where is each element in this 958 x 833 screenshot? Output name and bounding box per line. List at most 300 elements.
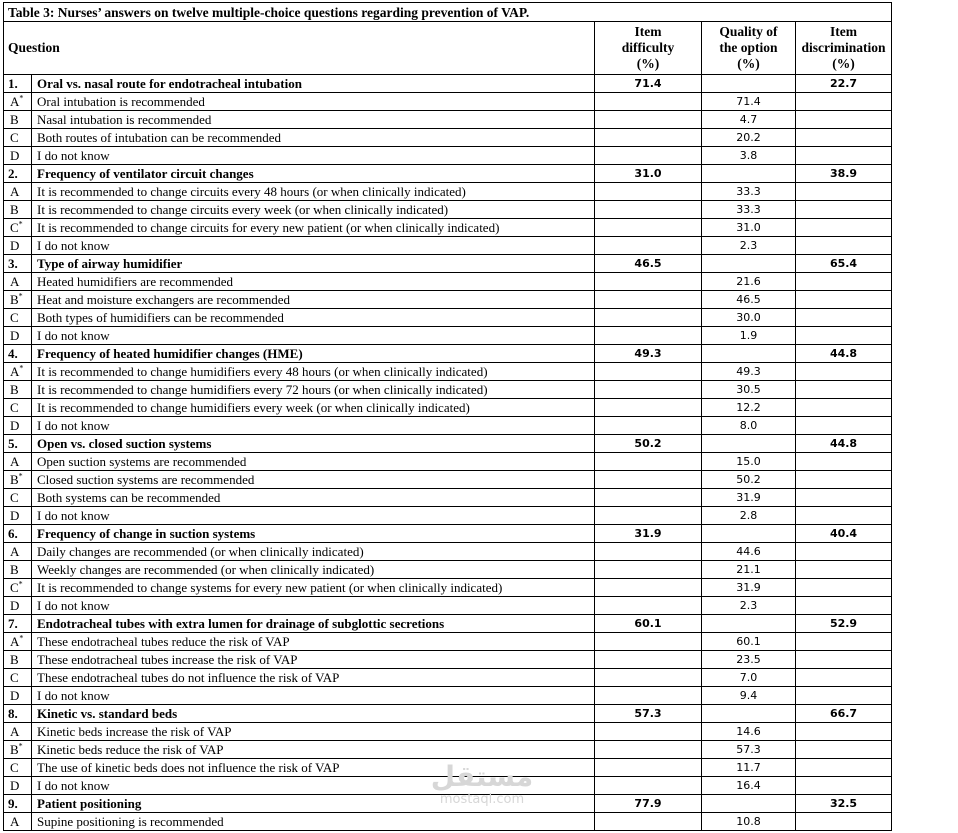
option-label <box>4 111 32 129</box>
question-number: 1. <box>4 75 32 93</box>
quality-cell-empty <box>702 795 796 813</box>
option-text: It is recommended to change humidifiers every week (or when clinically indicated) <box>32 399 595 417</box>
option-letter: C <box>10 760 19 775</box>
option-text: The use of kinetic beds does not influence the risk of VAP <box>32 759 595 777</box>
discrimination-cell-empty <box>796 687 892 705</box>
quality-of-option-value: 10.8 <box>702 813 796 831</box>
option-row <box>4 327 892 345</box>
discrimination-cell-empty <box>796 543 892 561</box>
discrimination-cell-empty <box>796 507 892 525</box>
quality-of-option-value: 4.7 <box>702 111 796 129</box>
option-text: These endotracheal tubes reduce the risk of VAP <box>32 633 595 651</box>
difficulty-cell-empty <box>595 489 702 507</box>
question-text: Oral vs. nasal route for endotracheal intubation <box>32 75 595 93</box>
question-number: 6. <box>4 525 32 543</box>
question-number: 8. <box>4 705 32 723</box>
question-row <box>4 795 892 813</box>
quality-of-option-value: 20.2 <box>702 129 796 147</box>
option-letter: C <box>10 490 19 505</box>
discrimination-cell-empty <box>796 489 892 507</box>
option-text: Supine positioning is recommended <box>32 813 595 831</box>
difficulty-cell-empty <box>595 561 702 579</box>
option-letter: A <box>10 814 20 829</box>
correct-answer-marker: * <box>19 363 24 373</box>
option-row <box>4 309 892 327</box>
option-label <box>4 759 32 777</box>
item-difficulty-value: 77.9 <box>595 795 702 813</box>
discrimination-cell-empty <box>796 741 892 759</box>
option-row <box>4 129 892 147</box>
question-number: 7. <box>4 615 32 633</box>
header-row <box>4 22 892 75</box>
quality-of-option-value: 21.1 <box>702 561 796 579</box>
option-label <box>4 273 32 291</box>
correct-answer-marker: * <box>19 633 24 643</box>
option-letter: B <box>10 742 19 757</box>
question-row <box>4 525 892 543</box>
option-label <box>4 777 32 795</box>
correct-answer-marker: * <box>18 471 23 481</box>
option-label <box>4 561 32 579</box>
option-text: I do not know <box>32 237 595 255</box>
option-text: Heat and moisture exchangers are recommended <box>32 291 595 309</box>
option-text: These endotracheal tubes do not influence the risk of VAP <box>32 669 595 687</box>
option-row <box>4 759 892 777</box>
option-text: I do not know <box>32 687 595 705</box>
discrimination-cell-empty <box>796 237 892 255</box>
quality-cell-empty <box>702 75 796 93</box>
option-letter: A <box>10 544 20 559</box>
option-label <box>4 309 32 327</box>
difficulty-cell-empty <box>595 273 702 291</box>
discrimination-cell-empty <box>796 327 892 345</box>
table-container <box>3 2 891 831</box>
item-discrimination-value: 52.9 <box>796 615 892 633</box>
option-label <box>4 237 32 255</box>
option-letter: A <box>10 364 20 379</box>
option-text: These endotracheal tubes increase the risk of VAP <box>32 651 595 669</box>
discrimination-cell-empty <box>796 759 892 777</box>
option-text: I do not know <box>32 507 595 525</box>
option-letter: A <box>10 724 20 739</box>
option-letter: D <box>10 598 20 613</box>
option-text: Closed suction systems are recommended <box>32 471 595 489</box>
difficulty-cell-empty <box>595 327 702 345</box>
question-text: Frequency of heated humidifier changes (HME) <box>32 345 595 363</box>
option-row <box>4 273 892 291</box>
difficulty-cell-empty <box>595 579 702 597</box>
option-label <box>4 291 32 309</box>
option-label <box>4 201 32 219</box>
difficulty-cell-empty <box>595 651 702 669</box>
option-text: It is recommended to change circuits every 48 hours (or when clinically indicated) <box>32 183 595 201</box>
difficulty-cell-empty <box>595 597 702 615</box>
table-body <box>4 75 892 831</box>
table-title: Table 3: Nurses’ answers on twelve multiple-choice questions regarding prevention of VAP. <box>4 3 892 22</box>
option-letter: D <box>10 508 20 523</box>
difficulty-cell-empty <box>595 777 702 795</box>
difficulty-cell-empty <box>595 237 702 255</box>
discrimination-cell-empty <box>796 93 892 111</box>
difficulty-cell-empty <box>595 111 702 129</box>
item-discrimination-value: 44.8 <box>796 345 892 363</box>
option-label <box>4 147 32 165</box>
difficulty-cell-empty <box>595 147 702 165</box>
question-row <box>4 75 892 93</box>
item-difficulty-value: 31.0 <box>595 165 702 183</box>
option-letter: D <box>10 238 20 253</box>
option-text: I do not know <box>32 147 595 165</box>
option-row <box>4 597 892 615</box>
item-difficulty-value: 49.3 <box>595 345 702 363</box>
option-row <box>4 579 892 597</box>
option-row <box>4 381 892 399</box>
quality-of-option-value: 33.3 <box>702 201 796 219</box>
quality-of-option-value: 2.3 <box>702 237 796 255</box>
option-label <box>4 471 32 489</box>
quality-of-option-value: 15.0 <box>702 453 796 471</box>
option-letter: A <box>10 184 20 199</box>
quality-of-option-value: 16.4 <box>702 777 796 795</box>
difficulty-cell-empty <box>595 363 702 381</box>
option-row <box>4 723 892 741</box>
option-label <box>4 633 32 651</box>
option-letter: D <box>10 688 20 703</box>
correct-answer-marker: * <box>18 291 23 301</box>
correct-answer-marker: * <box>18 579 23 589</box>
discrimination-cell-empty <box>796 723 892 741</box>
difficulty-cell-empty <box>595 471 702 489</box>
item-difficulty-value: 57.3 <box>595 705 702 723</box>
difficulty-cell-empty <box>595 507 702 525</box>
option-row <box>4 399 892 417</box>
quality-of-option-value: 9.4 <box>702 687 796 705</box>
item-discrimination-value: 40.4 <box>796 525 892 543</box>
option-letter: A <box>10 94 20 109</box>
option-label <box>4 543 32 561</box>
table-title-row <box>4 3 892 22</box>
question-text: Endotracheal tubes with extra lumen for drainage of subglottic secretions <box>32 615 595 633</box>
item-difficulty-value: 31.9 <box>595 525 702 543</box>
question-text: Open vs. closed suction systems <box>32 435 595 453</box>
vap-questions-table <box>3 2 892 831</box>
option-text: Weekly changes are recommended (or when clinically indicated) <box>32 561 595 579</box>
difficulty-cell-empty <box>595 93 702 111</box>
discrimination-cell-empty <box>796 633 892 651</box>
question-number: 5. <box>4 435 32 453</box>
option-row <box>4 237 892 255</box>
option-label <box>4 651 32 669</box>
option-row <box>4 543 892 561</box>
option-text: I do not know <box>32 417 595 435</box>
difficulty-cell-empty <box>595 219 702 237</box>
question-row <box>4 255 892 273</box>
quality-cell-empty <box>702 525 796 543</box>
option-label <box>4 723 32 741</box>
option-row <box>4 111 892 129</box>
quality-of-option-value: 31.9 <box>702 489 796 507</box>
difficulty-cell-empty <box>595 381 702 399</box>
question-row <box>4 165 892 183</box>
question-text: Frequency of change in suction systems <box>32 525 595 543</box>
discrimination-cell-empty <box>796 399 892 417</box>
correct-answer-marker: * <box>18 741 23 751</box>
quality-of-option-value: 30.0 <box>702 309 796 327</box>
option-letter: B <box>10 382 19 397</box>
difficulty-cell-empty <box>595 741 702 759</box>
item-discrimination-value: 22.7 <box>796 75 892 93</box>
option-label <box>4 597 32 615</box>
option-label <box>4 381 32 399</box>
quality-of-option-value: 31.0 <box>702 219 796 237</box>
option-letter: C <box>10 670 19 685</box>
option-label <box>4 813 32 831</box>
option-label <box>4 93 32 111</box>
item-discrimination-header: Item discrimination (%) <box>796 22 892 75</box>
option-text: I do not know <box>32 597 595 615</box>
option-text: Daily changes are recommended (or when clinically indicated) <box>32 543 595 561</box>
discrimination-cell-empty <box>796 453 892 471</box>
watermark-arabic: مستقل <box>430 760 534 793</box>
discrimination-cell-empty <box>796 561 892 579</box>
discrimination-cell-empty <box>796 129 892 147</box>
option-label <box>4 579 32 597</box>
option-label <box>4 363 32 381</box>
quality-of-option-header: Quality of the option (%) <box>702 22 796 75</box>
difficulty-cell-empty <box>595 309 702 327</box>
question-text: Type of airway humidifier <box>32 255 595 273</box>
option-text: Both routes of intubation can be recommended <box>32 129 595 147</box>
option-letter: D <box>10 328 20 343</box>
quality-of-option-value: 60.1 <box>702 633 796 651</box>
option-row <box>4 687 892 705</box>
option-text: Nasal intubation is recommended <box>32 111 595 129</box>
quality-of-option-value: 1.9 <box>702 327 796 345</box>
quality-of-option-value: 23.5 <box>702 651 796 669</box>
option-label <box>4 741 32 759</box>
option-label <box>4 417 32 435</box>
question-header: Question <box>4 22 595 75</box>
item-discrimination-value: 66.7 <box>796 705 892 723</box>
option-letter: B <box>10 112 19 127</box>
question-number: 4. <box>4 345 32 363</box>
option-letter: C <box>10 310 19 325</box>
option-text: Kinetic beds reduce the risk of VAP <box>32 741 595 759</box>
question-row <box>4 615 892 633</box>
difficulty-cell-empty <box>595 723 702 741</box>
option-row <box>4 291 892 309</box>
option-label <box>4 687 32 705</box>
quality-of-option-value: 31.9 <box>702 579 796 597</box>
option-row <box>4 363 892 381</box>
option-text: I do not know <box>32 327 595 345</box>
option-row <box>4 669 892 687</box>
discrimination-cell-empty <box>796 381 892 399</box>
question-text: Frequency of ventilator circuit changes <box>32 165 595 183</box>
discrimination-cell-empty <box>796 813 892 831</box>
option-row <box>4 183 892 201</box>
option-label <box>4 399 32 417</box>
option-text: Both types of humidifiers can be recommended <box>32 309 595 327</box>
option-row <box>4 633 892 651</box>
option-label <box>4 327 32 345</box>
option-letter: B <box>10 562 19 577</box>
quality-cell-empty <box>702 435 796 453</box>
option-row <box>4 741 892 759</box>
discrimination-cell-empty <box>796 579 892 597</box>
question-row <box>4 345 892 363</box>
option-letter: C <box>10 220 19 235</box>
quality-of-option-value: 71.4 <box>702 93 796 111</box>
watermark-latin: mostaql.com <box>439 792 525 807</box>
option-label <box>4 507 32 525</box>
discrimination-cell-empty <box>796 183 892 201</box>
option-text: Open suction systems are recommended <box>32 453 595 471</box>
option-row <box>4 507 892 525</box>
option-letter: B <box>10 292 19 307</box>
item-discrimination-value: 38.9 <box>796 165 892 183</box>
option-row <box>4 219 892 237</box>
discrimination-cell-empty <box>796 291 892 309</box>
option-label <box>4 489 32 507</box>
option-letter: B <box>10 652 19 667</box>
quality-of-option-value: 50.2 <box>702 471 796 489</box>
option-text: It is recommended to change humidifiers every 72 hours (or when clinically indicated) <box>32 381 595 399</box>
option-text: Both systems can be recommended <box>32 489 595 507</box>
option-row <box>4 93 892 111</box>
option-letter: C <box>10 130 19 145</box>
discrimination-cell-empty <box>796 147 892 165</box>
option-text: Heated humidifiers are recommended <box>32 273 595 291</box>
difficulty-cell-empty <box>595 399 702 417</box>
difficulty-cell-empty <box>595 417 702 435</box>
option-text: It is recommended to change circuits for every new patient (or when clinically indicated) <box>32 219 595 237</box>
quality-cell-empty <box>702 615 796 633</box>
option-text: Kinetic beds increase the risk of VAP <box>32 723 595 741</box>
difficulty-cell-empty <box>595 453 702 471</box>
quality-of-option-value: 8.0 <box>702 417 796 435</box>
quality-cell-empty <box>702 165 796 183</box>
option-text: I do not know <box>32 777 595 795</box>
option-label <box>4 453 32 471</box>
discrimination-cell-empty <box>796 363 892 381</box>
option-label <box>4 669 32 687</box>
option-row <box>4 651 892 669</box>
item-difficulty-value: 60.1 <box>595 615 702 633</box>
difficulty-cell-empty <box>595 633 702 651</box>
discrimination-cell-empty <box>796 309 892 327</box>
option-row <box>4 777 892 795</box>
discrimination-cell-empty <box>796 111 892 129</box>
option-letter: A <box>10 634 20 649</box>
discrimination-cell-empty <box>796 201 892 219</box>
question-number: 3. <box>4 255 32 273</box>
quality-of-option-value: 30.5 <box>702 381 796 399</box>
option-row <box>4 813 892 831</box>
option-letter: C <box>10 580 19 595</box>
option-text: It is recommended to change humidifiers every 48 hours (or when clinically indicated) <box>32 363 595 381</box>
item-difficulty-value: 50.2 <box>595 435 702 453</box>
question-row <box>4 705 892 723</box>
discrimination-cell-empty <box>796 273 892 291</box>
option-row <box>4 201 892 219</box>
difficulty-cell-empty <box>595 813 702 831</box>
quality-cell-empty <box>702 345 796 363</box>
difficulty-cell-empty <box>595 543 702 561</box>
option-row <box>4 561 892 579</box>
question-text: Patient positioning <box>32 795 595 813</box>
difficulty-cell-empty <box>595 129 702 147</box>
item-discrimination-value: 44.8 <box>796 435 892 453</box>
option-letter: D <box>10 778 20 793</box>
quality-of-option-value: 12.2 <box>702 399 796 417</box>
discrimination-cell-empty <box>796 219 892 237</box>
option-label <box>4 183 32 201</box>
option-row <box>4 147 892 165</box>
quality-of-option-value: 46.5 <box>702 291 796 309</box>
quality-of-option-value: 21.6 <box>702 273 796 291</box>
quality-of-option-value: 7.0 <box>702 669 796 687</box>
correct-answer-marker: * <box>19 93 24 103</box>
quality-cell-empty <box>702 255 796 273</box>
difficulty-cell-empty <box>595 201 702 219</box>
option-letter: A <box>10 454 20 469</box>
option-label <box>4 219 32 237</box>
quality-of-option-value: 2.3 <box>702 597 796 615</box>
discrimination-cell-empty <box>796 597 892 615</box>
item-discrimination-value: 65.4 <box>796 255 892 273</box>
quality-of-option-value: 2.8 <box>702 507 796 525</box>
quality-of-option-value: 49.3 <box>702 363 796 381</box>
option-row <box>4 471 892 489</box>
difficulty-cell-empty <box>595 669 702 687</box>
difficulty-cell-empty <box>595 291 702 309</box>
quality-of-option-value: 14.6 <box>702 723 796 741</box>
quality-cell-empty <box>702 705 796 723</box>
option-row <box>4 453 892 471</box>
option-letter: A <box>10 274 20 289</box>
item-discrimination-value: 32.5 <box>796 795 892 813</box>
question-row <box>4 435 892 453</box>
question-text: Kinetic vs. standard beds <box>32 705 595 723</box>
quality-of-option-value: 33.3 <box>702 183 796 201</box>
question-number: 9. <box>4 795 32 813</box>
item-difficulty-value: 71.4 <box>595 75 702 93</box>
option-letter: D <box>10 418 20 433</box>
quality-of-option-value: 57.3 <box>702 741 796 759</box>
question-number: 2. <box>4 165 32 183</box>
option-row <box>4 489 892 507</box>
option-letter: B <box>10 472 19 487</box>
correct-answer-marker: * <box>18 219 23 229</box>
discrimination-cell-empty <box>796 417 892 435</box>
difficulty-cell-empty <box>595 183 702 201</box>
option-letter: C <box>10 400 19 415</box>
difficulty-cell-empty <box>595 687 702 705</box>
option-label <box>4 129 32 147</box>
option-text: It is recommended to change circuits every week (or when clinically indicated) <box>32 201 595 219</box>
option-letter: B <box>10 202 19 217</box>
quality-of-option-value: 3.8 <box>702 147 796 165</box>
item-difficulty-header: Item difficulty (%) <box>595 22 702 75</box>
option-text: It is recommended to change systems for every new patient (or when clinically indicated) <box>32 579 595 597</box>
option-letter: D <box>10 148 20 163</box>
discrimination-cell-empty <box>796 471 892 489</box>
discrimination-cell-empty <box>796 651 892 669</box>
quality-of-option-value: 44.6 <box>702 543 796 561</box>
option-text: Oral intubation is recommended <box>32 93 595 111</box>
quality-of-option-value: 11.7 <box>702 759 796 777</box>
